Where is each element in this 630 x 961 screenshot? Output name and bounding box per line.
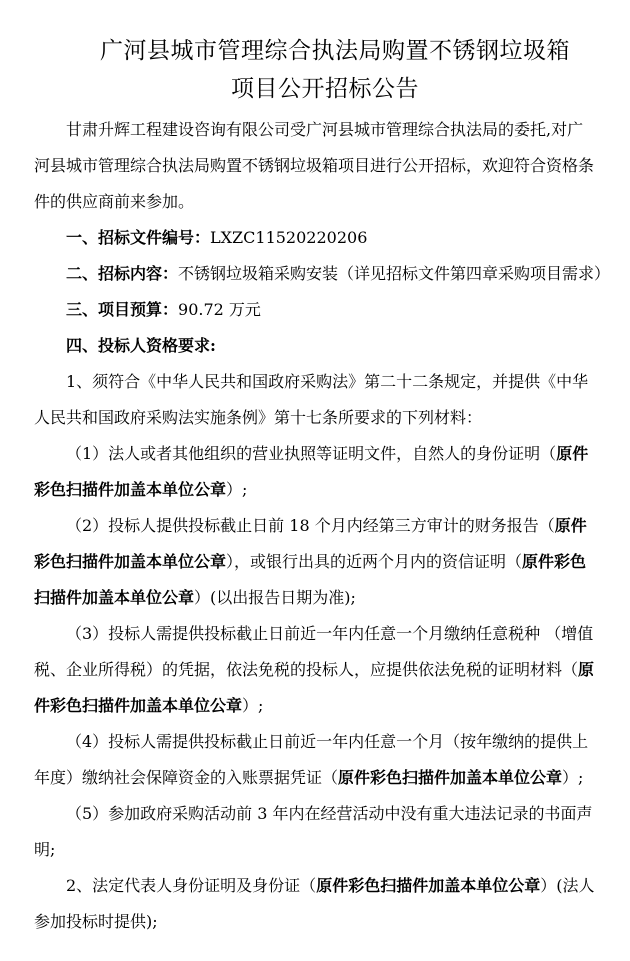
title-line-1: 广河县城市管理综合执法局购置不锈钢垃圾箱 xyxy=(100,38,570,64)
item-2-bold-3: 原件彩色 xyxy=(522,552,587,571)
item-3-bold-2: 件彩色扫描件加盖本单位公章 xyxy=(34,696,243,715)
item-2-bold: 原件 xyxy=(554,516,587,535)
tender-content-value: 不锈钢垃圾箱采购安装（详见招标文件第四章采购项目需求） xyxy=(178,264,611,283)
req-1-line-1: 1、须符合《中华人民共和国政府采购法》第二十二条规定，并提供《中华 xyxy=(66,372,589,391)
item-3-end: ）; xyxy=(242,696,264,715)
section-budget xyxy=(66,292,630,328)
item-2-text: （2）投标人提供投标截止日前 18 个月内经第三方审计的财务报告（ xyxy=(66,516,555,535)
item-2-line-2 xyxy=(34,544,600,580)
item-4-line-2 xyxy=(34,760,600,796)
req-2-line-1 xyxy=(66,868,630,904)
item-2-text-2: ），或银行出具的近两个月内的资信证明（ xyxy=(226,552,523,571)
req-2-text-2: ）(法人 xyxy=(540,876,595,895)
item-3-line-1: （3）投标人需提供投标截止日前近一年内任意一个月缴纳任意税种 （增值 xyxy=(66,624,594,643)
item-4-bold: 原件彩色扫描件加盖本单位公章 xyxy=(338,768,563,787)
section-tender-content xyxy=(66,256,630,292)
item-2-end: ）(以出报告日期为准); xyxy=(194,588,356,607)
section-qualifications xyxy=(66,328,630,364)
item-2-bold-4: 扫描件加盖本单位公章 xyxy=(34,588,195,607)
req-2-line-2: 参加投标时提供); xyxy=(34,912,158,931)
section-3-label: 三、项目预算： xyxy=(66,300,179,319)
title-line-2: 项目公开招标公告 xyxy=(231,76,419,102)
item-3-line-3 xyxy=(34,688,600,724)
item-2-bold-2: 彩色扫描件加盖本单位公章 xyxy=(34,552,227,571)
section-4-label: 四、投标人资格要求: xyxy=(66,336,216,355)
intro-line-1: 甘肃升辉工程建设咨询有限公司受广河县城市管理综合执法局的委托,对广 xyxy=(66,120,584,139)
item-1-bold-2: 彩色扫描件加盖本单位公章 xyxy=(34,480,227,499)
item-5-line-1: （5）参加政府采购活动前 3 年内在经营活动中没有重大违法记录的书面声 xyxy=(66,804,593,823)
intro-line-3: 件的供应商前来参加。 xyxy=(34,192,195,211)
budget-value: 90.72 万元 xyxy=(178,300,261,319)
item-1-line-1 xyxy=(66,436,630,472)
intro-line-2: 河县城市管理综合执法局购置不锈钢垃圾箱项目进行公开招标，欢迎符合资格条 xyxy=(34,156,595,175)
item-3-bold: 原 xyxy=(578,660,595,679)
tender-number-value: LXZC11520220206 xyxy=(210,228,368,247)
item-3-text: 税、企业所得税）的凭据，依法免税的投标人，应提供依法免税的证明材料（ xyxy=(34,660,579,679)
section-1-label: 一、招标文件编号： xyxy=(66,228,211,247)
item-1-end: ）; xyxy=(226,480,248,499)
req-2-text: 2、法定代表人身份证明及身份证（ xyxy=(66,876,317,895)
item-4-end: ）; xyxy=(562,768,584,787)
item-4-line-1: （4）投标人需提供投标截止日前近一年内任意一个月（按年缴纳的提供上 xyxy=(66,732,589,751)
item-2-line-3 xyxy=(34,580,600,616)
item-4-text: 年度）缴纳社会保障资金的入账票据凭证（ xyxy=(34,768,339,787)
item-1-line-2 xyxy=(34,472,600,508)
req-1-line-2: 人民共和国政府采购法实施条例》第十七条所要求的下列材料： xyxy=(34,408,483,427)
section-tender-number xyxy=(66,220,630,256)
item-2-line-1 xyxy=(66,508,630,544)
item-5-line-2: 明; xyxy=(34,840,56,859)
item-3-line-2 xyxy=(34,652,600,688)
item-1-bold: 原件 xyxy=(556,444,589,463)
req-2-bold: 原件彩色扫描件加盖本单位公章 xyxy=(316,876,541,895)
section-2-label: 二、招标内容： xyxy=(66,264,179,283)
item-1-text: （1）法人或者其他组织的营业执照等证明文件，自然人的身份证明（ xyxy=(66,444,557,463)
